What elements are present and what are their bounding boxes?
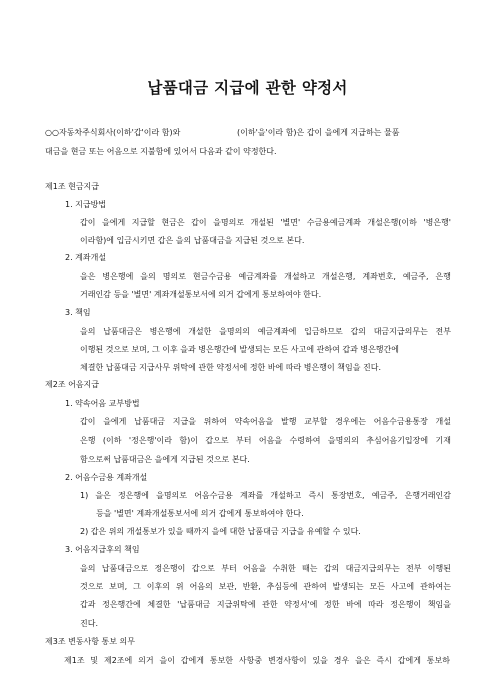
- article-1-item-3-line-2: 이행된 것으로 보며, 그 이후 을과 병은행간에 발생되는 모든 사고에 관하여 갑과 병은행간에: [80, 345, 399, 354]
- article-2-item-2-sub-2: 2) 갑은 위의 개설통보가 있을 때까지 을에 대한 납품대금 지급을 유예할 수 있다.: [80, 527, 361, 536]
- intro-line-2: 대금을 현금 또는 어음으로 지불함에 있어서 다음과 같이 약정한다.: [45, 147, 277, 156]
- article-2-item-1-line-3: 함으로써 납품대금은 을에게 지급된 것으로 본다.: [80, 455, 250, 464]
- intro-line-1-right: (이하'을'이라 함)은 갑이 을에게 지급하는 물품: [237, 128, 400, 137]
- article-1-item-2-line-1: 을은 병은행에 을의 명의로 현금수금용 예금계좌를 개설하고 개설은행, 계좌번호, 예금주, 은행: [80, 272, 451, 281]
- article-2-heading: 제2조 어음지급: [45, 380, 100, 389]
- article-1-item-3-line-1: 을의 납품대금은 병은행에 개설한 을명의의 예금계좌에 입금하므로 갑의 대금지급의무는 전부: [80, 327, 451, 336]
- article-2-item-1-line-1: 갑이 을에게 납품대금 지급을 위하여 약속어음을 발행 교부할 경우에는 어음수금용통장 개설: [80, 417, 451, 426]
- article-1-item-1-title: 1. 지급방법: [65, 200, 107, 209]
- article-2-item-3-line-3: 갑과 정은행간에 체결한 '납품대금 지급위탁에 관한 약정서'에 정한 바에 따라 정은행이 책임을: [80, 600, 451, 609]
- article-1-item-1-line-1: 갑이 을에게 지급할 현금은 갑이 을명의로 개설된 '별면' 수금용예금계좌 개설은행(이하 '병은행': [80, 218, 451, 227]
- article-2-item-1-line-2: 은행 (이하 '정은행'이라 함)이 갑으로 부터 어음을 수령하여 을명의의 추심어음기입장에 기재: [80, 436, 451, 445]
- article-2-item-3-line-2: 것으로 보며, 그 이후의 위 어음의 보관, 반환, 추심등에 관하여 발생되는 모든 사고에 관하여는: [80, 582, 451, 591]
- article-2-item-2-title: 2. 어음수금용 계좌개설: [65, 473, 148, 482]
- article-2-item-3-title: 3. 어음지급후의 책임: [65, 545, 140, 554]
- article-1-item-2-title: 2. 계좌개설: [65, 253, 107, 262]
- article-1-item-3-line-3: 체결한 납품대금 지급사무 위탁에 관한 약정서에 정한 바에 따라 병은행이 책임을 진다.: [80, 363, 381, 372]
- article-2-item-1-title: 1. 약속어음 교부방법: [65, 399, 140, 408]
- article-3-heading: 제3조 변동사항 통보 의무: [45, 637, 135, 646]
- article-1-item-2-line-2: 거래인감 등을 '별면' 계좌개설통보서에 의거 갑에게 통보하여야 한다.: [80, 290, 322, 299]
- article-1-item-3-title: 3. 책임: [65, 308, 91, 317]
- article-1-heading: 제1조 현금지급: [45, 182, 100, 191]
- intro-line-1: ○○자동차주식회사(이하'갑'이라 함)와: [45, 128, 181, 137]
- article-2-item-3-line-4: 진다.: [80, 619, 98, 628]
- article-1-item-1-line-2: 이라함)에 입금시키면 갑은 을의 납품대금을 지급된 것으로 본다.: [80, 236, 305, 245]
- article-2-item-3-line-1: 을의 납품대금으로 정은행이 갑으로 부터 어음을 수취한 때는 갑의 대금지급의무는 전부 이행된: [80, 564, 451, 573]
- article-2-item-2-sub-1-line-1: 1) 을은 정은행에 을명의로 어음수금용 계좌를 개설하고 즉시 통장번호, 예금주, 은행거래인감: [80, 491, 451, 500]
- article-3-line-1: 제1조 및 제2조에 의거 을이 갑에게 통보한 사항중 변경사항이 있을 경우 을은 즉시 갑에게 통보하: [64, 656, 450, 665]
- article-2-item-2-sub-1-line-2: 등을 '별면' 계좌개설통보서에 의거 갑에게 통보하여야 한다.: [96, 509, 304, 518]
- document-title: 납품대금 지급에 관한 약정서: [147, 79, 348, 97]
